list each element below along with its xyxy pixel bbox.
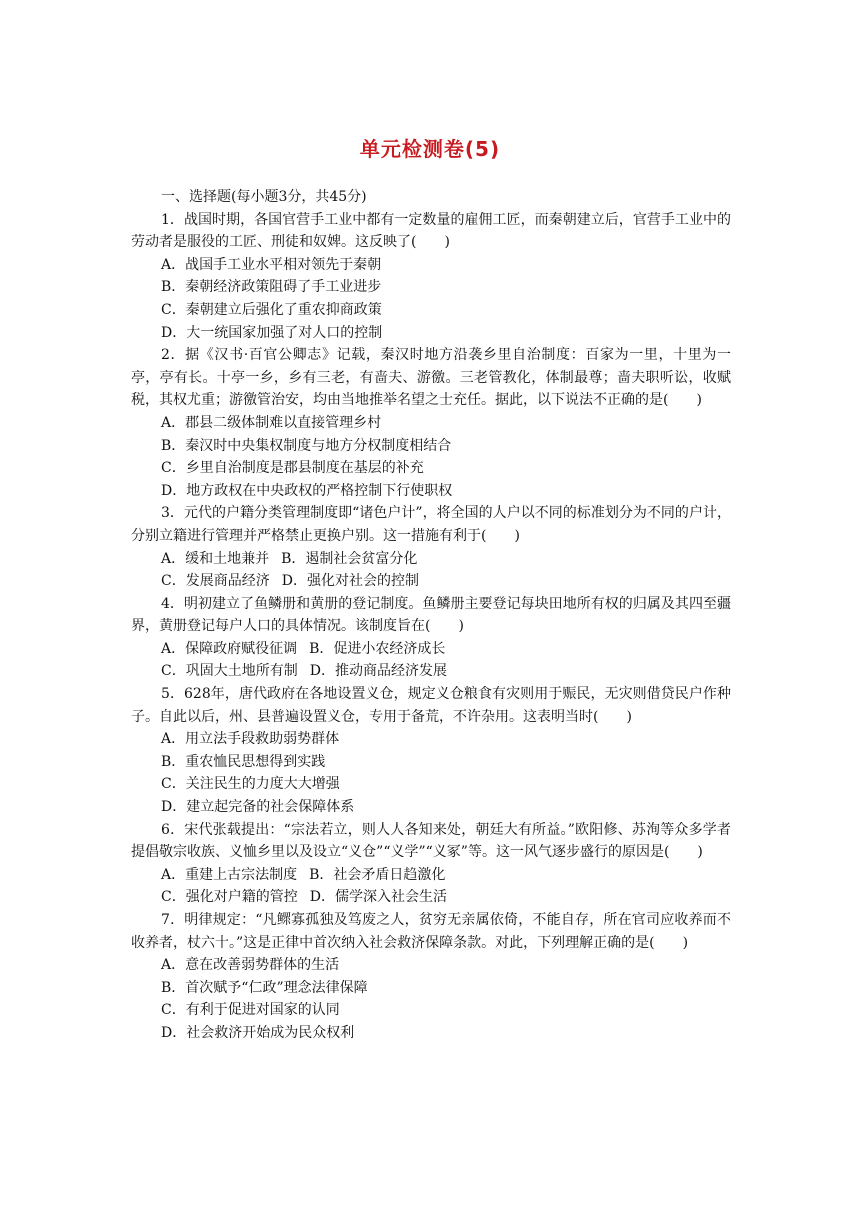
option-a: A．意在改善弱势群体的生活 [161,957,340,974]
option-b: B．促进小农经济成长 [309,640,446,657]
option-b: B．秦朝经济政策阻碍了手工业进步 [161,279,382,296]
option-a: A．用立法手段救助弱势群体 [161,731,340,748]
option-c: C．有利于促进对国家的认同 [161,1002,340,1019]
question-stem: 6．宋代张载提出：“宗法若立，则人人各知来处，朝廷大有所益。”欧阳修、苏洵等众多学者提倡敬宗收族、义恤乡里以及设立“义仓”“义学”“义冢”等。这一风气逐步盛行的原因是( ) [131,821,731,861]
option-d: D．大一统国家加强了对人口的控制 [161,324,383,341]
exam-content [131,186,731,1045]
option-c: C．关注民生的力度大大增强 [161,776,340,793]
option-d: D．地方政权在中央政权的严格控制下行使职权 [161,482,453,499]
option-c: C．乡里自治制度是郡县制度在基层的补充 [161,460,424,477]
option-b: B．重农恤民思想得到实践 [161,753,326,770]
option-c: C．巩固大土地所有制 [161,663,298,680]
option-d: D．强化对社会的控制 [281,573,419,590]
option-b: B．秦汉时中央集权制度与地方分权制度相结合 [161,437,452,454]
question-stem: 4．明初建立了鱼鳞册和黄册的登记制度。鱼鳞册主要登记每块田地所有权的归属及其四至疆界，黄册登记每户人口的具体情况。该制度旨在( ) [131,595,731,635]
question-7 [131,909,731,1045]
option-c: C．秦朝建立后强化了重农抑商政策 [161,301,382,318]
question-stem: 7．明律规定：“凡鳏寡孤独及笃废之人，贫穷无亲属依倚，不能自存，所在官司应收养而不收养者，杖六十。”这是正律中首次纳入社会救济保障条款。对此，下列理解正确的是( ) [131,912,731,951]
option-b: B．遏制社会贫富分化 [281,550,418,567]
option-b: B．首次赋予“仁政”理念法律保障 [161,979,368,996]
option-b: B．社会矛盾日趋激化 [309,866,446,883]
option-a: A．缓和土地兼并 [161,550,270,567]
option-row [131,864,731,887]
question-2 [131,344,731,502]
option-d: D．儒学深入社会生活 [309,889,447,906]
question-3 [131,502,731,592]
option-d: D．社会救济开始成为民众权利 [161,1024,355,1041]
question-4 [131,593,731,683]
section-heading: 一、选择题(每小题3分，共45分) [161,189,367,205]
option-d: D．推动商品经济发展 [309,663,447,680]
option-row [131,548,731,571]
option-a: A．重建上古宗法制度 [161,866,298,883]
question-stem: 5．628年，唐代政府在各地设置义仓，规定义仓粮食有灾则用于赈民，无灾则借贷民户作种子。自此以后，州、县普遍设置义仓，专用于备荒，不许杂用。这表明当时( ) [131,686,731,725]
option-row [131,638,731,661]
option-a: A．郡县二级体制难以直接管理乡村 [161,414,382,431]
option-a: A．保障政府赋役征调 [161,640,298,657]
question-stem: 2．据《汉书·百官公卿志》记载，秦汉时地方沿袭乡里自治制度：百家为一里，十里为一亭，亭有长。十亭一乡，乡有三老，有啬夫、游徼。三老管教化，体制最尊；啬夫职听讼，收赋税，其权尤重；游徼管治安，均由当地推举名望之士充任。据此，以下说法不正确的是( ) [131,347,731,409]
option-row [131,570,731,593]
option-a: A．战国手工业水平相对领先于秦朝 [161,256,382,273]
page-title: 单元检测卷(5) [359,137,501,161]
option-d: D．建立起完备的社会保障体系 [161,799,355,816]
option-row [131,660,731,683]
option-row [131,886,731,909]
option-c: C．强化对户籍的管控 [161,889,298,906]
question-1 [131,209,731,345]
question-stem: 1．战国时期，各国官营手工业中都有一定数量的雇佣工匠，而秦朝建立后，官营手工业中的劳动者是服役的工匠、刑徒和奴婢。这反映了( ) [131,211,731,251]
question-stem: 3．元代的户籍分类管理制度即“诸色户计”，将全国的人户以不同的标准划分为不同的户计，分别立籍进行管理并严格禁止更换户别。这一措施有利于( ) [131,505,731,544]
question-6 [131,819,731,909]
question-5 [131,683,731,819]
option-c: C．发展商品经济 [161,573,270,590]
